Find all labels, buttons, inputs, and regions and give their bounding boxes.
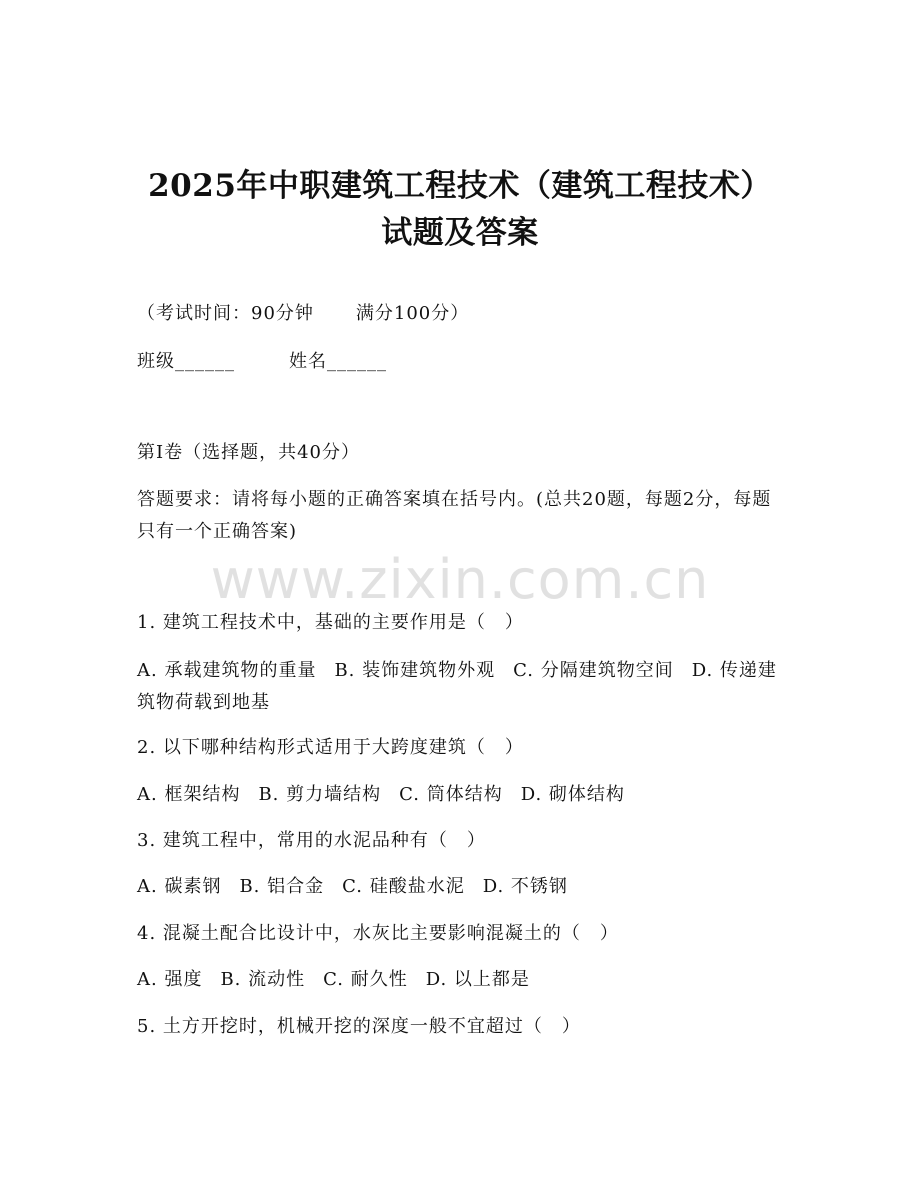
question-stem: 5. 土方开挖时，机械开挖的深度一般不宜超过（ ） [137,1016,581,1037]
option-a: A. 框架结构 [137,784,241,805]
option-c: C. 硅酸盐水泥 [342,876,465,897]
question-options [137,964,530,996]
watermark: www.zixin.com.cn [210,548,710,611]
question-options [137,871,568,903]
question-stem: 4. 混凝土配合比设计中，水灰比主要影响混凝土的（ ） [137,923,619,944]
question-stem: 2. 以下哪种结构形式适用于大跨度建筑（ ） [137,737,524,758]
section-heading: 第Ⅰ卷（选择题，共40分） [137,442,361,463]
question-stem: 1. 建筑工程技术中，基础的主要作用是（ ） [137,612,524,633]
exam-info [137,298,469,330]
class-field-label: 班级______ [137,351,235,372]
document-title: 2025年中职建筑工程技术（建筑工程技术） [148,168,772,204]
option-b: B. 剪力墙结构 [258,784,382,805]
question-stem: 3. 建筑工程中，常用的水泥品种有（ ） [137,830,486,851]
document-subtitle: 试题及答案 [381,215,539,251]
option-b: B. 装饰建筑物外观 [334,660,496,681]
option-d: D. 不锈钢 [482,876,568,897]
question-options [137,779,625,811]
exam-score: 满分100分） [355,303,470,324]
option-a: A. 碳素钢 [137,876,222,897]
option-b: B. 流动性 [220,969,306,990]
option-c: C. 分隔建筑物空间 [513,660,674,681]
option-a: A. 强度 [137,969,203,990]
name-field-label: 姓名______ [289,351,387,372]
option-c: C. 筒体结构 [399,784,503,805]
exam-time: （考试时间：90分钟 [137,303,314,324]
option-a: A. 承载建筑物的重量 [137,660,317,681]
option-b: B. 铝合金 [239,876,325,897]
question-options [137,655,777,719]
section-instructions: 答题要求：请将每小题的正确答案填在括号内。(总共20题，每题2分，每题只有一个正确答案) [137,489,772,542]
student-info [137,346,387,378]
option-d: D. 以上都是 [425,969,530,990]
option-c: C. 耐久性 [323,969,408,990]
option-d: D. 砌体结构 [520,784,625,805]
option-d: D. 传递建筑物荷载到地基 [137,660,777,713]
